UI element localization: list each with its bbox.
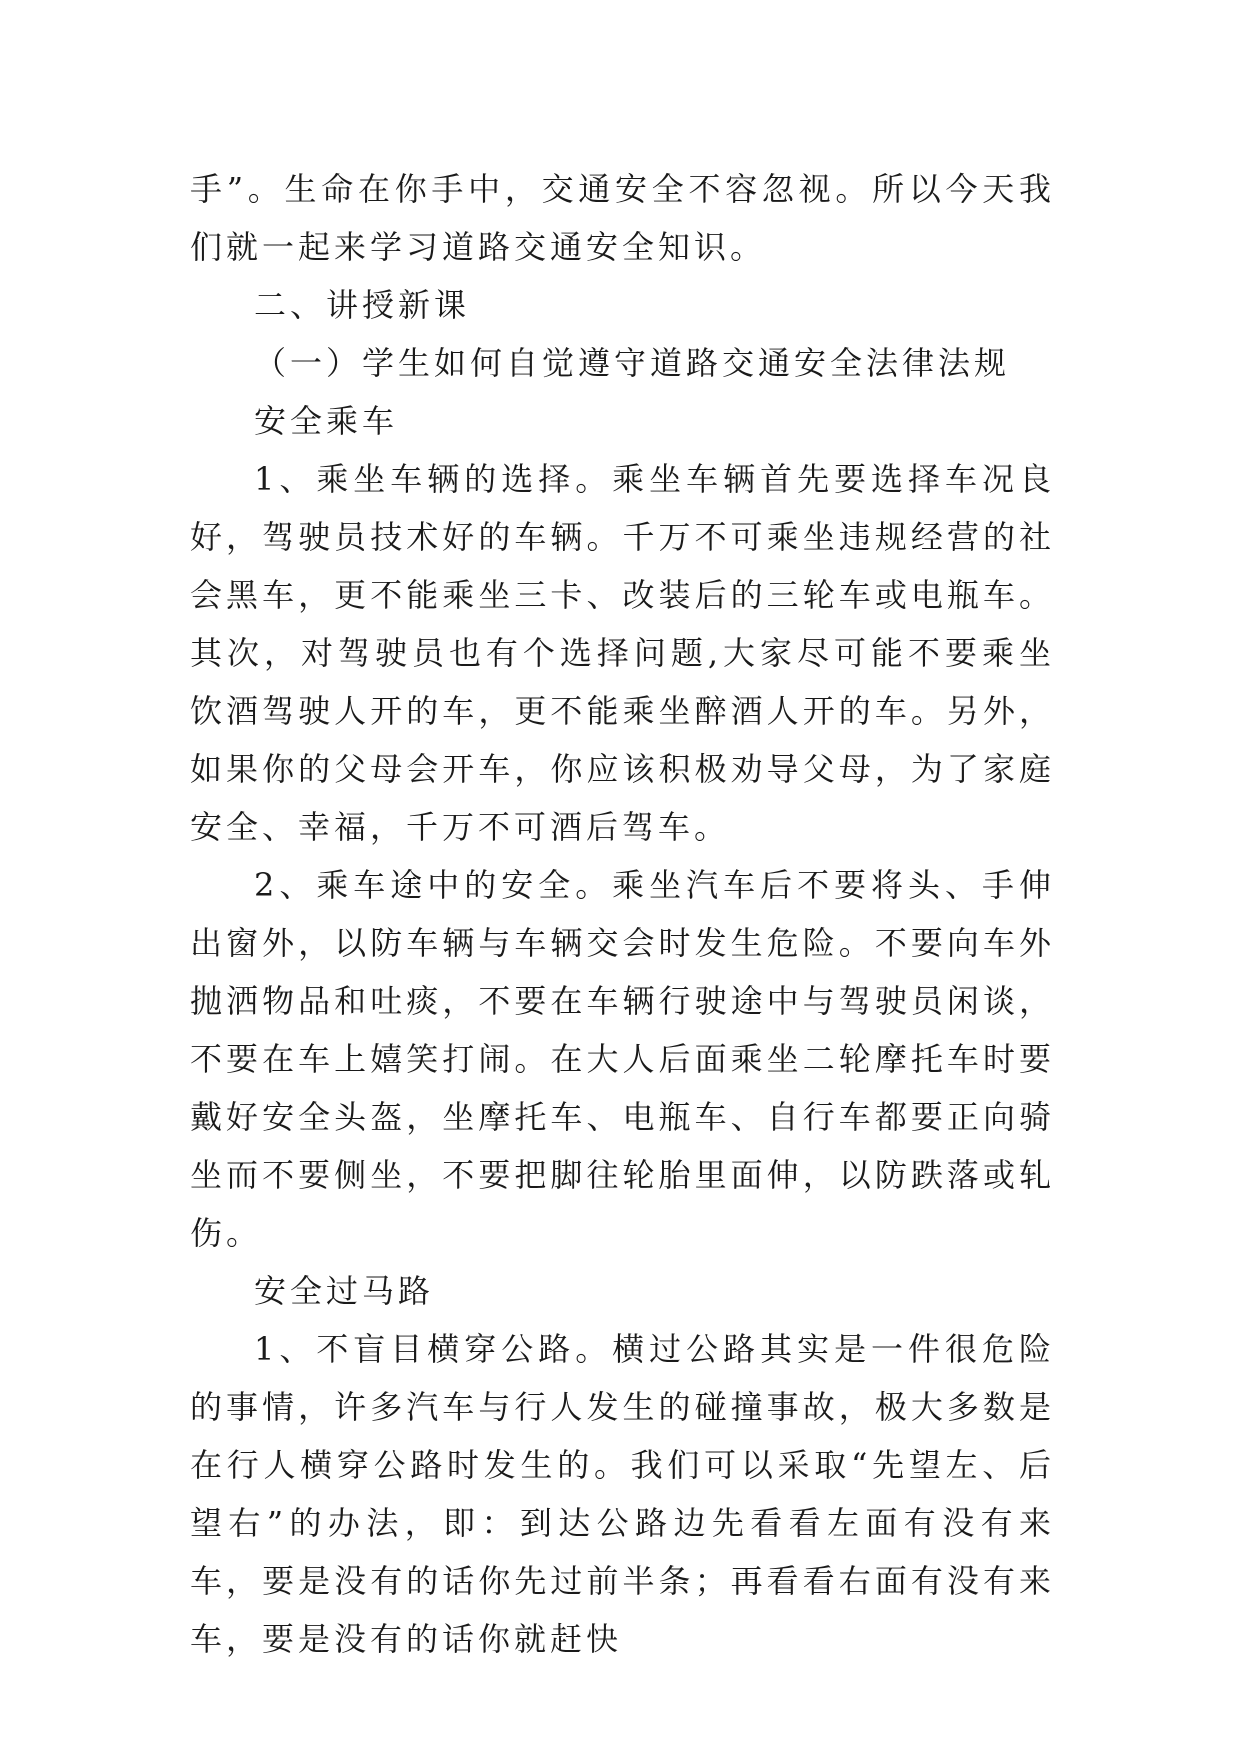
paragraph-continuation: 手”。生命在你手中，交通安全不容忽视。所以今天我们就一起来学习道路交通安全知识。 [190, 170, 1055, 266]
topic-heading-safe-crossing: 安全过马路 [254, 1272, 435, 1310]
paragraph-vehicle-choice: 1、乘坐车辆的选择。乘坐车辆首先要选择车况良好，驾驶员技术好的车辆。千万不可乘坐违规经营的社会黑车，更不能乘坐三卡、改装后的三轮车或电瓶车。其次，对驾驶员也有个选择问题,大家尽可能不要乘坐饮酒驾驶人开的车，更不能乘坐醉酒人开的车。另外，如果你的父母会开车，你应该积极劝导父母，为了家庭安全、幸福，千万不可酒后驾车。 [190, 460, 1055, 846]
paragraph-crossing-road: 1、不盲目横穿公路。横过公路其实是一件很危险的事情，许多汽车与行人发生的碰撞事故，极大多数是在行人横穿公路时发生的。我们可以采取“先望左、后望右”的办法，即：到达公路边先看看左面有没有来车，要是没有的话你先过前半条；再看看右面有没有来车，要是没有的话你就赶快 [190, 1330, 1055, 1658]
paragraph-riding-safety: 2、乘车途中的安全。乘坐汽车后不要将头、手伸出窗外，以防车辆与车辆交会时发生危险。不要向车外抛洒物品和吐痰，不要在车辆行驶途中与驾驶员闲谈，不要在车上嬉笑打闹。在大人后面乘坐二轮摩托车时要戴好安全头盔，坐摩托车、电瓶车、自行车都要正向骑坐而不要侧坐，不要把脚往轮胎里面伸，以防跌落或轧伤。 [190, 866, 1055, 1252]
topic-heading-safe-riding: 安全乘车 [254, 402, 399, 440]
subsection-heading-traffic-laws: （一）学生如何自觉遵守道路交通安全法律法规 [254, 344, 1011, 382]
section-heading-new-lesson: 二、讲授新课 [254, 286, 471, 324]
document-body [190, 160, 1055, 1668]
